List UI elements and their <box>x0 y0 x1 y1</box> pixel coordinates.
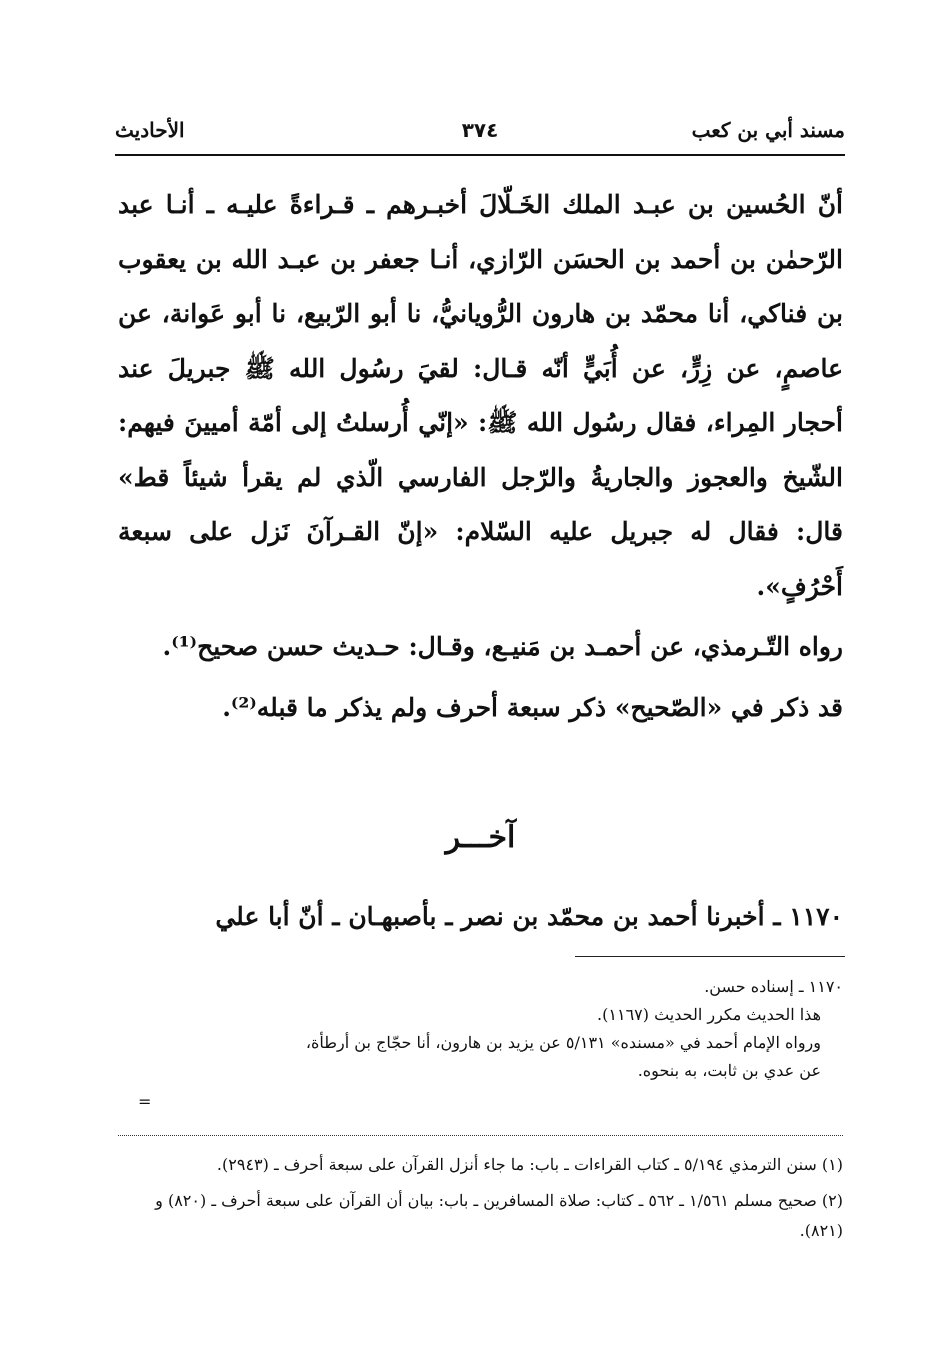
comment-paragraph: قد ذكر في «الصّحيح» ذكر سبعة أحرف ولم يذكر ما قبله⁽²⁾. <box>222 692 843 722</box>
main-text <box>118 178 843 735</box>
note-line: ورواه الإمام أحمد في «مسنده» ٥/١٣١ عن يزيد بن هارون، أنا حجّاج بن أرطأة، <box>305 1033 821 1052</box>
header-section-title: الأحاديث <box>115 118 185 142</box>
footnotes-rule <box>118 1135 843 1136</box>
note-line: عن عدي بن ثابت، به بنحوه. <box>637 1061 821 1080</box>
footnote: (٢) صحيح مسلم ١/٥٦١ ـ ٥٦٢ ـ كتاب: صلاة المسافرين ـ باب: بيان أن القرآن على سبعة أحرف ـ (٨٢٠) و (٨٢١). <box>155 1191 843 1240</box>
header-rule <box>115 154 845 156</box>
header-book-title: مسند أبي بن كعب <box>691 118 845 142</box>
editor-notes <box>118 973 843 1085</box>
continuation-mark: = <box>138 1092 152 1111</box>
hadith-start-line: ١١٧٠ ـ أخبرنا أحمد بن محمّد بن نصر ـ بأصبهـان ـ أنّ أبا علي <box>215 902 843 931</box>
section-heading: آخـــر <box>445 820 516 855</box>
page-number: ٣٧٤ <box>461 118 499 142</box>
note-line: ١١٧٠ ـ إسناده حسن. <box>704 977 843 996</box>
hadith-text-paragraph: أنّ الحُسين بن عبـد الملك الخَـلّالَ أخبـرهم ـ قـراءةً عليـه ـ أنـا عبد الرّحمٰن بن أحمد بن الحسَن الرّازي، أنـا جعفر بن عبـد الله بن يعقوب بن فناكي، أنا محمّد بن هارون الرُّويانيُّ، نا أبو الرّبيع، نا أبو عَوانة، عن عاصمٍ، عن زِرٍّ، عن أُبَيٍّ أنّه قـال: لقيَ رسُول الله ﷺ جبريلَ عند أحجار المِراء، فقال رسُول الله ﷺ: «إنّي أُرسلتُ إلى أمّة أميينَ فيهم: الشّيخ والعجوز والجاريةُ والرّجل الفارسي الّذي لم يقرأ شيئاً قط» قال: فقال له جبريل عليه السّلام: «إنّ القـرآنَ نَزل على سبعة أَحْرُفٍ». <box>118 190 843 601</box>
footnotes <box>118 1150 843 1252</box>
running-header <box>115 118 845 154</box>
footnote: (١) سنن الترمذي ٥/١٩٤ ـ كتاب القراءات ـ باب: ما جاء أنزل القرآن على سبعة أحرف ـ (٢٩٤٣). <box>216 1155 843 1174</box>
notes-rule <box>575 956 845 957</box>
narration-paragraph: رواه التّـرمذي، عن أحمـد بن مَنيـع، وقـال: حـديث حسن صحيح⁽¹⁾. <box>162 632 843 661</box>
note-line: هذا الحديث مكرر الحديث (١١٦٧). <box>597 1005 821 1024</box>
